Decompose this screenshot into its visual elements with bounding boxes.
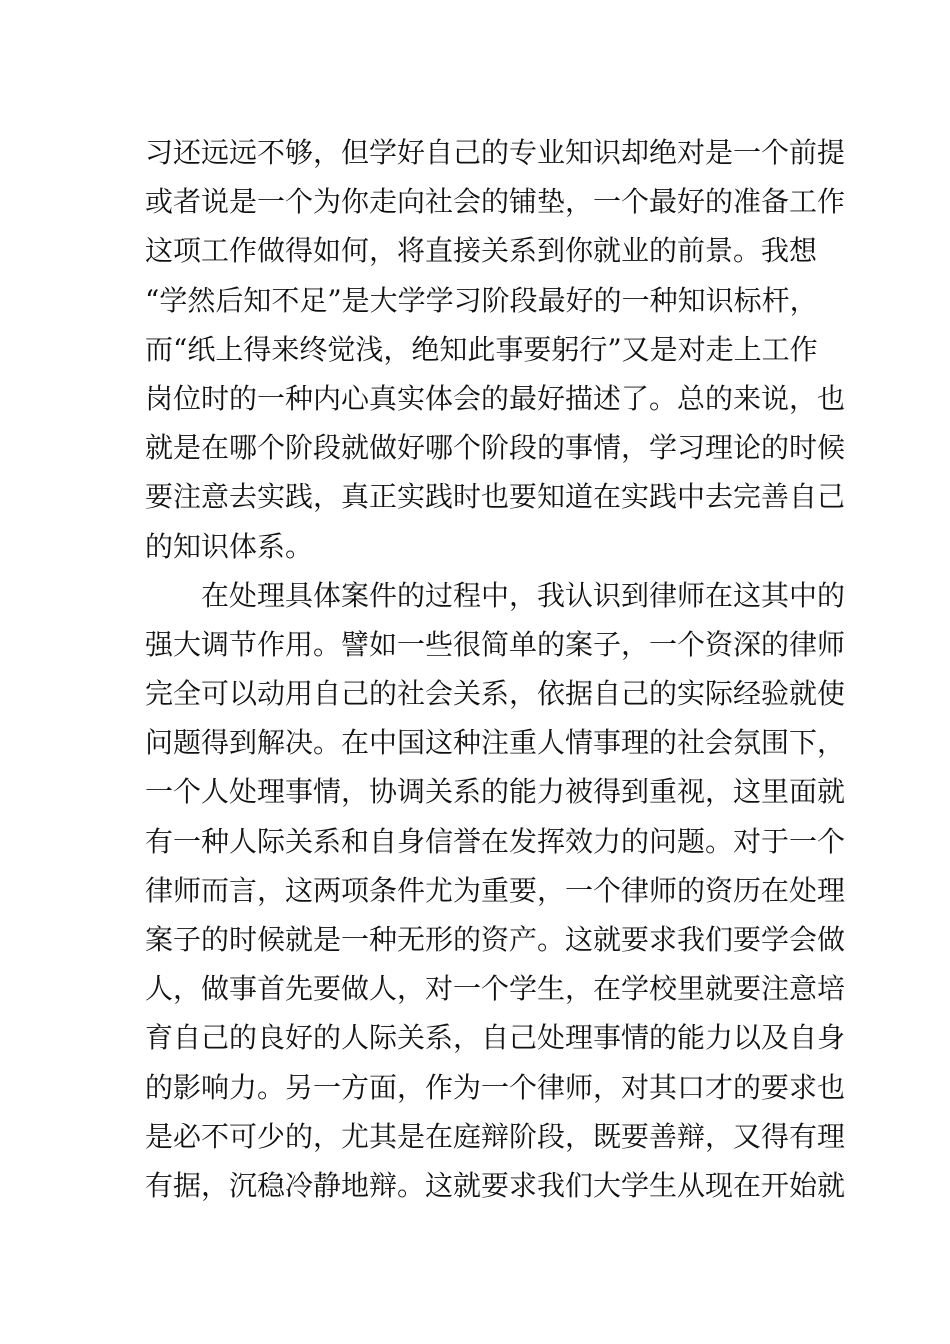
text-line: 案子的时候就是一种无形的资产。这就要求我们要学会做 — [145, 923, 846, 956]
text-line: 完全可以动用自己的社会关系，依据自己的实际经验就使 — [145, 677, 846, 711]
text-line: 的影响力。另一方面，作为一个律师，对其口才的要求也 — [145, 1070, 846, 1104]
text-line: 人，做事首先要做人，对一个学生，在学校里就要注意培 — [145, 972, 846, 1006]
text-line: 是必不可少的，尤其是在庭辩阶段，既要善辩，又得有理 — [145, 1119, 846, 1153]
paragraph-1 — [145, 128, 846, 571]
text-line: 有一种人际关系和自身信誉在发挥效力的问题。对于一个 — [145, 824, 846, 858]
text-line: 律师而言，这两项条件尤为重要，一个律师的资历在处理 — [145, 873, 846, 907]
text-line: 这项工作做得如何，将直接关系到你就业的前景。我想 — [145, 234, 818, 268]
text-line: 要注意去实践，真正实践时也要知道在实践中去完善自己 — [145, 480, 846, 514]
text-line: 一个人处理事情，协调关系的能力被得到重视，这里面就 — [145, 775, 846, 809]
text-line: 岗位时的一种内心真实体会的最好描述了。总的来说，也 — [145, 381, 846, 415]
text-line: “学然后知不足”是大学学习阶段最好的一种知识标杆， — [145, 283, 818, 317]
text-line: 在处理具体案件的过程中，我认识到律师在这其中的 — [201, 578, 846, 612]
text-line: 育自己的良好的人际关系，自己处理事情的能力以及自身 — [145, 1021, 846, 1055]
text-line: 习还远远不够，但学好自己的专业知识却绝对是一个前提 — [145, 136, 846, 169]
paragraph-2 — [145, 571, 846, 1210]
text-line: 而“纸上得来终觉浅，绝知此事要躬行”又是对走上工作 — [145, 332, 818, 366]
body-text — [145, 128, 846, 1210]
text-line: 有据，沉稳冷静地辩。这就要求我们大学生从现在开始就 — [145, 1168, 846, 1202]
text-line: 就是在哪个阶段就做好哪个阶段的事情，学习理论的时候 — [145, 431, 846, 465]
text-line: 问题得到解决。在中国这种注重人情事理的社会氛围下， — [145, 726, 846, 760]
text-line: 或者说是一个为你走向社会的铺垫，一个最好的准备工作 — [145, 185, 846, 219]
text-line: 的知识体系。 — [145, 529, 314, 563]
text-line: 强大调节作用。譬如一些很简单的案子，一个资深的律师 — [145, 627, 846, 661]
